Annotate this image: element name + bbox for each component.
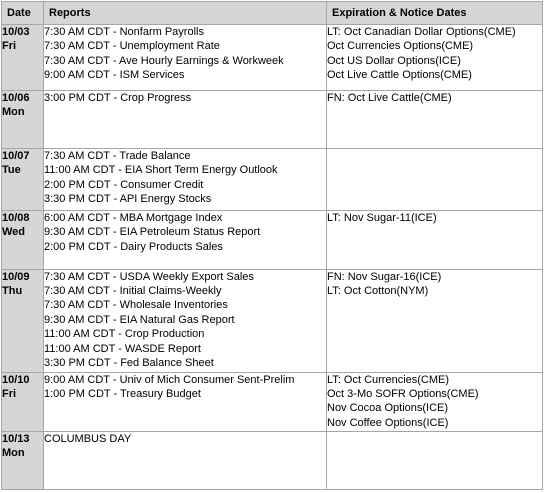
weekday: Fri [2,388,17,401]
expirations-cell [327,269,543,372]
report-item [44,460,326,474]
report-item: 2:00 PM CDT - Consumer Credit [44,178,204,191]
expiration-item: LT: Oct Currencies(CME) [327,373,450,386]
expiration-item: Oct US Dollar Options(ICE) [327,54,461,67]
weekday: Fri [2,40,17,53]
date-cell [2,211,44,270]
table-row [2,372,543,431]
report-item: 11:00 AM CDT - EIA Short Term Energy Outlook [44,164,278,177]
expiration-item: LT: Oct Canadian Dollar Options(CME) [327,26,516,38]
report-item: 7:30 AM CDT - Trade Balance [44,150,191,162]
report-item [44,254,326,268]
table-row [2,25,543,91]
report-item: 3:30 PM CDT - API Energy Stocks [44,193,212,206]
reports-cell [44,149,327,211]
expiration-item: Nov Cocoa Options(ICE) [327,402,449,415]
report-item: 7:30 AM CDT - Nonfarm Payrolls [44,26,204,38]
date-cell [2,149,44,211]
date-value: 10/03 [2,26,30,38]
header-expiration: Expiration & Notice Dates [327,2,543,25]
expirations-cell [327,91,543,149]
table-row [2,269,543,372]
reports-cell [44,372,327,431]
report-item: 1:00 PM CDT - Treasury Budget [44,388,201,401]
table-body [2,25,543,490]
date-value: 10/07 [2,150,30,162]
date-value: 10/10 [2,373,30,386]
report-item [44,475,326,489]
date-cell [2,269,44,372]
expiration-item: Oct Currencies Options(CME) [327,40,474,53]
report-item: 3:30 PM CDT - Fed Balance Sheet [44,357,214,370]
expirations-cell [327,149,543,211]
weekday: Tue [2,164,21,177]
expiration-item: Nov Coffee Options(ICE) [327,416,449,429]
expirations-cell [327,372,543,431]
expiration-item: FN: Oct Live Cattle(CME) [327,92,452,104]
reports-cell [44,91,327,149]
date-value: 10/09 [2,270,30,283]
table-row [2,149,543,211]
expirations-cell [327,211,543,270]
report-item: 9:00 AM CDT - ISM Services [44,69,185,82]
report-item: COLUMBUS DAY [44,432,132,445]
reports-cell [44,25,327,91]
expiration-item: FN: Nov Sugar-16(ICE) [327,270,442,283]
header-row [2,2,543,25]
weekday: Mon [2,106,25,119]
date-cell [2,25,44,91]
report-item: 9:00 AM CDT - Univ of Mich Consumer Sent-Prelim [44,373,295,386]
report-item: 6:00 AM CDT - MBA Mortgage Index [44,212,223,224]
expiration-item: Oct 3-Mo SOFR Options(CME) [327,388,479,401]
header-date: Date [2,2,44,25]
date-cell [2,372,44,431]
weekday: Wed [2,226,26,239]
report-item [44,105,326,119]
report-item: 7:30 AM CDT - USDA Weekly Export Sales [44,270,254,283]
reports-cell [44,431,327,490]
expiration-item: LT: Nov Sugar-11(ICE) [327,212,437,224]
report-item: 7:30 AM CDT - Wholesale Inventories [44,299,228,312]
reports-cell [44,269,327,372]
report-item: 2:00 PM CDT - Dairy Products Sales [44,240,223,253]
table-header [2,2,543,25]
report-item: 7:30 AM CDT - Unemployment Rate [44,40,220,53]
report-item: 7:30 AM CDT - Ave Hourly Earnings & Workweek [44,54,284,67]
weekday: Thu [2,285,23,298]
report-item: 3:00 PM CDT - Crop Progress [44,92,192,104]
date-cell [2,91,44,149]
report-item: 9:30 AM CDT - EIA Natural Gas Report [44,313,235,326]
report-item: 7:30 AM CDT - Initial Claims-Weekly [44,285,222,298]
table-row [2,91,543,149]
reports-cell [44,211,327,270]
report-item: 11:00 AM CDT - Crop Production [44,328,205,341]
table-row [2,431,543,490]
report-item [44,446,326,460]
weekday: Mon [2,447,25,460]
date-value: 10/08 [2,212,30,224]
report-item: 11:00 AM CDT - WASDE Report [44,342,201,355]
date-value: 10/13 [2,432,30,445]
table-row [2,211,543,270]
date-value: 10/06 [2,92,30,104]
expiration-item: Oct Live Cattle Options(CME) [327,69,472,82]
economic-calendar-table [1,1,543,490]
expirations-cell [327,431,543,490]
report-item: 9:30 AM CDT - EIA Petroleum Status Report [44,226,261,239]
expirations-cell [327,25,543,91]
expiration-item: LT: Oct Cotton(NYM) [327,285,429,298]
date-cell [2,431,44,490]
header-reports: Reports [44,2,327,25]
